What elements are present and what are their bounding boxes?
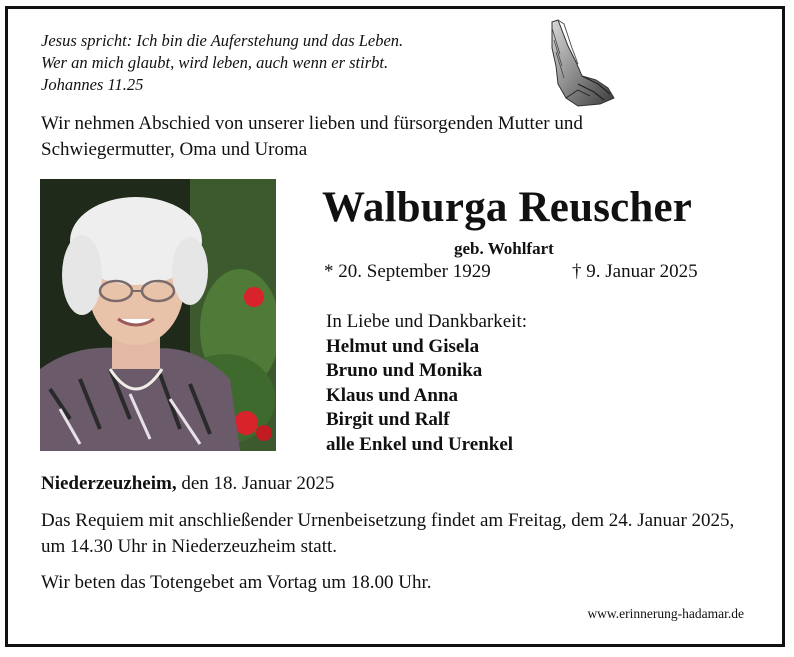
mourner-name: Birgit und Ralf [326,409,450,430]
death-date: † 9. Januar 2025 [572,261,698,282]
place-name: Niederzeuzheim, [41,473,177,494]
verse-line-1: Jesus spricht: Ich bin die Auferstehung und das Leben. [41,31,404,50]
portrait-photo [40,179,276,451]
requiem-text: Das Requiem mit anschließender Urnenbeisetzung findet am Freitag, dem 24. Januar 2025, um 14.30 Uhr in Niederzeuzheim statt. [41,510,735,557]
deceased-name: Walburga Reuscher [322,184,693,231]
prayer-text: Wir beten das Totengebet am Vortag um 18.00 Uhr. [41,572,432,593]
mourner-name: Bruno und Monika [326,360,483,381]
intro-text: Wir nehmen Abschied von unserer lieben und fürsorgenden Mutter und Schwiegermutter, Oma und Uroma [41,113,583,160]
mourner-name: Klaus und Anna [326,384,459,406]
bible-verse [41,30,403,96]
maiden-name: geb. Wohlfart [454,239,554,258]
verse-line-2: Wer an mich glaubt, wird leben, auch wenn er stirbt. [41,53,389,72]
website-url: www.erinnerung-hadamar.de [587,606,744,621]
mourners-list [326,310,527,457]
birth-date: * 20. September 1929 [324,261,491,282]
mourner-name: alle Enkel und Urenkel [326,433,514,455]
verse-reference: Johannes 11.25 [41,75,144,94]
praying-hands-icon [538,18,620,108]
mourner-name: Helmut und Gisela [326,335,480,357]
notice-date: den 18. Januar 2025 [176,473,335,494]
place-date [41,473,334,495]
mourners-heading: In Liebe und Dankbarkeit: [326,311,528,332]
